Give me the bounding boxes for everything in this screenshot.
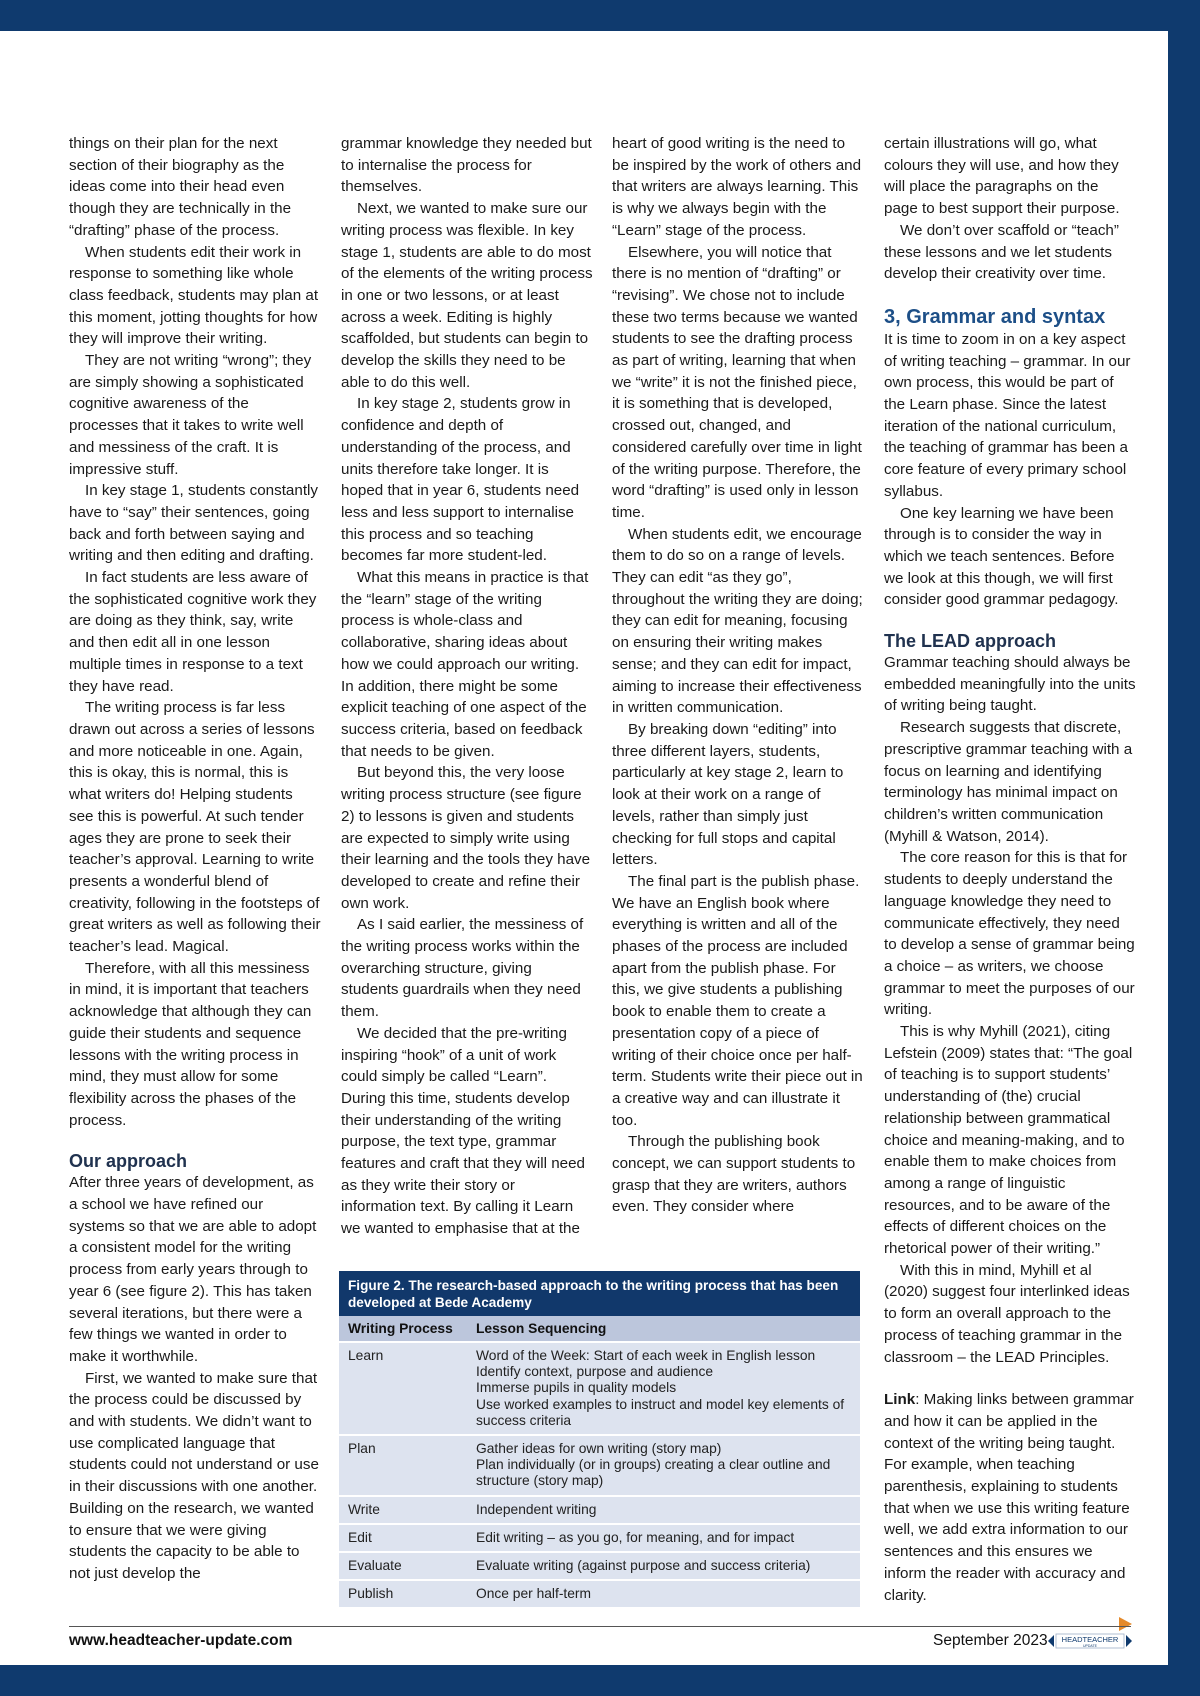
paragraph: Therefore, with all this messiness in mind, it is important that teachers acknowledge that although they can guide their students and sequence lessons with the writing process in mind, they must allow for some flexibility across the phases of the process.	[69, 959, 312, 1129]
paragraph: The writing process is far less drawn out across a series of lessons and more noticeable in one. Again, this is okay, this is normal, this is what writers do! Helping students see this is powerful. At such tender ages they are prone to seek their teacher’s approval. Learning to write presents a wonderful blend of creativity, following in the footsteps of great writers as well as following their teacher’s lead. Magical.	[69, 699, 321, 956]
column-header: Writing Process	[339, 1316, 467, 1342]
table-row	[339, 1552, 860, 1580]
stage-cell: Evaluate	[339, 1552, 467, 1580]
paragraph: What this means in practice is that the “learn” stage of the writing process is whole-class and collaborative, sharing ideas about how we could approach our writing. In addition, there might be some explicit teaching of one aspect of the success criteria, based on feedback that needs to be given.	[341, 569, 589, 760]
paragraph: With this in mind, Myhill et al (2020) suggest four interlinked ideas to form an overall approach to the process of teaching grammar in the classroom – the LEAD Principles.	[884, 1261, 1130, 1366]
sequence-line: Immerse pupils in quality models	[476, 1380, 677, 1396]
stage-cell: Publish	[339, 1580, 467, 1608]
table-row	[339, 1580, 860, 1608]
paragraph: As I said earlier, the messiness of the writing process works within the overarching structure, giving students guardrails when they need them.	[341, 916, 584, 1021]
sequence-cell	[467, 1435, 860, 1496]
paragraph: Research suggests that discrete, prescriptive grammar teaching with a focus on learning and identifying terminology has minimal impact on children’s written communication (Myhill & Watson, 2014).	[884, 719, 1133, 845]
continue-arrow-icon	[1119, 1617, 1132, 1631]
figure-2	[339, 1271, 860, 1609]
paragraph: After three years of development, as a school we have refined our systems so that we are able to adopt a consistent model for the writing process from early years through to year 6 (see figure 2). This has taken several iterations, but there were a few things we wanted in order to make it worthwhile.	[69, 1174, 317, 1365]
heading-grammar-and-syntax: 3, Grammar and syntax	[884, 305, 1106, 328]
table-row	[339, 1524, 860, 1552]
sequence-cell	[467, 1342, 860, 1435]
paragraph: We don’t over scaffold or “teach” these lessons and we let students develop their creativity over time.	[884, 221, 1119, 283]
stage-cell: Edit	[339, 1524, 467, 1552]
paragraph: heart of good writing is the need to be inspired by the work of others and that writers are always learning. This is why we always begin with the “Learn” stage of the process.	[612, 135, 862, 239]
sequence-line: Evaluate writing (against purpose and success criteria)	[476, 1558, 811, 1574]
sequence-line: Use worked examples to instruct and model key elements of success criteria	[476, 1396, 845, 1428]
logo-subtext: UPDATE	[1083, 1644, 1097, 1648]
footer-date: September 2023	[933, 1632, 1048, 1649]
paragraph: In key stage 2, students grow in confidence and depth of understanding of the process, and units therefore take longer. It is hoped that in year 6, students need less and less support to internalise this process and so teaching becomes far more student-led.	[341, 395, 580, 565]
figure-title: Figure 2. The research-based approach to the writing process that has been developed at Bede Academy	[339, 1271, 860, 1316]
paragraph: grammar knowledge they needed but to internalise the process for themselves.	[341, 135, 592, 196]
paragraph: When students edit, we encourage them to do so on a range of levels. They can edit “as they go”, throughout the writing they are doing; they can edit for meaning, focusing on ensuring their writing makes sense; and they can edit for impact, aiming to increase their effectiveness in written communication.	[612, 525, 863, 717]
column-3	[612, 133, 864, 1218]
sequence-line: Identify context, purpose and audience	[476, 1364, 714, 1380]
sequence-line: Plan individually (or in groups) creating a clear outline and structure (story map)	[476, 1457, 831, 1489]
paragraph: Next, we wanted to make sure our writing process was flexible. In key stage 1, students are able to do most of the elements of the writing process in one or two lessons, or at least across a week. Editing is highly scaffolded, but students can begin to develop the skills they need to be able to do this well.	[341, 200, 593, 391]
table-row	[339, 1496, 860, 1524]
sequence-line: Gather ideas for own writing (story map)	[476, 1441, 722, 1457]
paragraph: One key learning we have been through is to consider the way in which we teach sentences. Before we look at this though, we will first consider good grammar pedagogy.	[884, 504, 1119, 609]
paragraph: When students edit their work in response to something like whole class feedback, students may plan at this moment, jotting thoughts for how they will improve their writing.	[69, 243, 319, 348]
paragraph: First, we wanted to make sure that the process could be discussed by and with students. We didn’t want to use complicated language that students could not understand or use in their discussions with one another. Building on the research, we wanted to ensure that we were giving students the capacity to be able to not just develop the	[69, 1369, 319, 1582]
paragraph: certain illustrations will go, what colours they will use, and how they will place the paragraphs on the page to best support their purpose.	[884, 135, 1120, 218]
paragraph: Elsewhere, you will notice that there is no mention of “drafting” or “revising”. We chose not to include these two terms because we wanted students to see the drafting process as part of writing, learning that when we “write” it is not the finished piece, it is something that is developed, crossed out, changed, and considered carefully over time in light of the writing purpose. Therefore, the word “drafting” is used only in lesson time.	[612, 243, 862, 521]
column-2	[341, 133, 593, 1240]
table-row	[339, 1342, 860, 1435]
paragraph: The core reason for this is that for students to deeply understand the language knowledge they need to communicate effectively, they need to develop a sense of grammar being a choice – as writers, we choose grammar to meet the purposes of our writing.	[884, 849, 1135, 1019]
paragraph: We decided that the pre-writing inspiring “hook” of a unit of work could simply be called “Learn”. During this time, students develop their understanding of the writing purpose, the text type, grammar features and craft that they will need as they write their story or information text. By calling it Learn we wanted to emphasise that at the	[341, 1024, 585, 1238]
stage-cell: Plan	[339, 1435, 467, 1496]
page	[0, 31, 1168, 1665]
sequence-line: Independent writing	[476, 1501, 597, 1517]
paragraph: Grammar teaching should always be embedded meaningfully into the units of writing being taught.	[884, 654, 1136, 715]
sequence-line: Edit writing – as you go, for meaning, and for impact	[476, 1529, 795, 1545]
logo-text: HEADTEACHER	[1061, 1635, 1119, 1644]
paragraph: This is why Myhill (2021), citing Lefstein (2009) states that: “The goal of teaching is to support students’ understanding of (the) crucial relationship between grammatical choice and meaning-making, and to enable them to make choices from among a range of linguistic resources, and to be aware of the effects of different choices on the rhetorical power of their writing.”	[884, 1023, 1133, 1258]
logo-left-triangle-icon	[1048, 1635, 1054, 1647]
paragraph: But beyond this, the very loose writing process structure (see figure 2) to lessons is given and students are expected to simply write using their learning and the tools they have developed to create and refine their own work.	[341, 764, 591, 912]
paragraph: In key stage 1, students constantly have to “say” their sentences, going back and forth between saying and writing and then editing and drafting.	[69, 482, 319, 565]
table-row	[339, 1435, 860, 1496]
logo-right-triangle-icon	[1126, 1635, 1132, 1647]
heading-our-approach: Our approach	[69, 1151, 188, 1172]
table-header-row	[339, 1316, 860, 1342]
footer-url: www.headteacher-update.com	[69, 1632, 293, 1649]
link-text: : Making links between grammar and how it can be applied in the context of the writing being taught. For example, when teaching parenthesis, explaining to students that when we use this writing feature well, we add extra information to our sentences and this ensures we inform the reader with accuracy and clarity.	[884, 1391, 1134, 1604]
paragraph: It is time to zoom in on a key aspect of writing teaching – grammar. In our own process, this would be part of the Learn phase. Since the latest iteration of the national curriculum, the teaching of grammar has been a core feature of every primary school syllabus.	[884, 330, 1131, 500]
sequence-cell	[467, 1552, 860, 1580]
paragraph: things on their plan for the next section of their biography as the ideas come into their head even though they are technically in the “drafting” phase of the process.	[69, 135, 292, 239]
figure-table	[339, 1316, 860, 1609]
paragraph: By breaking down “editing” into three different layers, students, particularly at key stage 2, learn to look at their work on a range of levels, rather than simply just checking for full stops and capital letters.	[612, 720, 844, 869]
column-header: Lesson Sequencing	[467, 1316, 860, 1342]
column-4	[884, 133, 1136, 1606]
paragraph-link	[884, 1389, 1136, 1606]
link-label: Link	[884, 1391, 916, 1409]
sequence-line: Word of the Week: Start of each week in English lesson	[476, 1348, 816, 1363]
sequence-cell	[467, 1580, 860, 1608]
stage-cell: Learn	[339, 1342, 467, 1435]
column-1	[69, 133, 321, 1585]
paragraph: Through the publishing book concept, we can support students to grasp that they are writers, authors even. They consider where	[612, 1133, 856, 1216]
heading-lead-approach: The LEAD approach	[884, 631, 1057, 652]
paragraph: They are not writing “wrong”; they are simply showing a sophisticated cognitive awareness of the processes that it takes to write well and messiness of the craft. It is impressive stuff.	[69, 352, 312, 478]
footer-rule	[69, 1626, 1131, 1627]
sequence-cell	[467, 1496, 860, 1524]
sequence-cell	[467, 1524, 860, 1552]
sequence-line: Once per half-term	[476, 1586, 592, 1602]
stage-cell: Write	[339, 1496, 467, 1524]
paragraph: In fact students are less aware of the sophisticated cognitive work they are doing as they think, say, write and then edit all in one lesson multiple times in response to a text they have read.	[69, 569, 317, 695]
paragraph: The final part is the publish phase. We have an English book where everything is written and all of the phases of the process are included apart from the publish phase. For this, we give students a publishing book to enable them to create a presentation copy of a piece of writing of their choice once per half-term. Students write their piece out in a creative way and can illustrate it too.	[612, 872, 863, 1129]
spacer	[884, 1368, 1136, 1389]
headteacher-update-logo	[1048, 1633, 1132, 1649]
